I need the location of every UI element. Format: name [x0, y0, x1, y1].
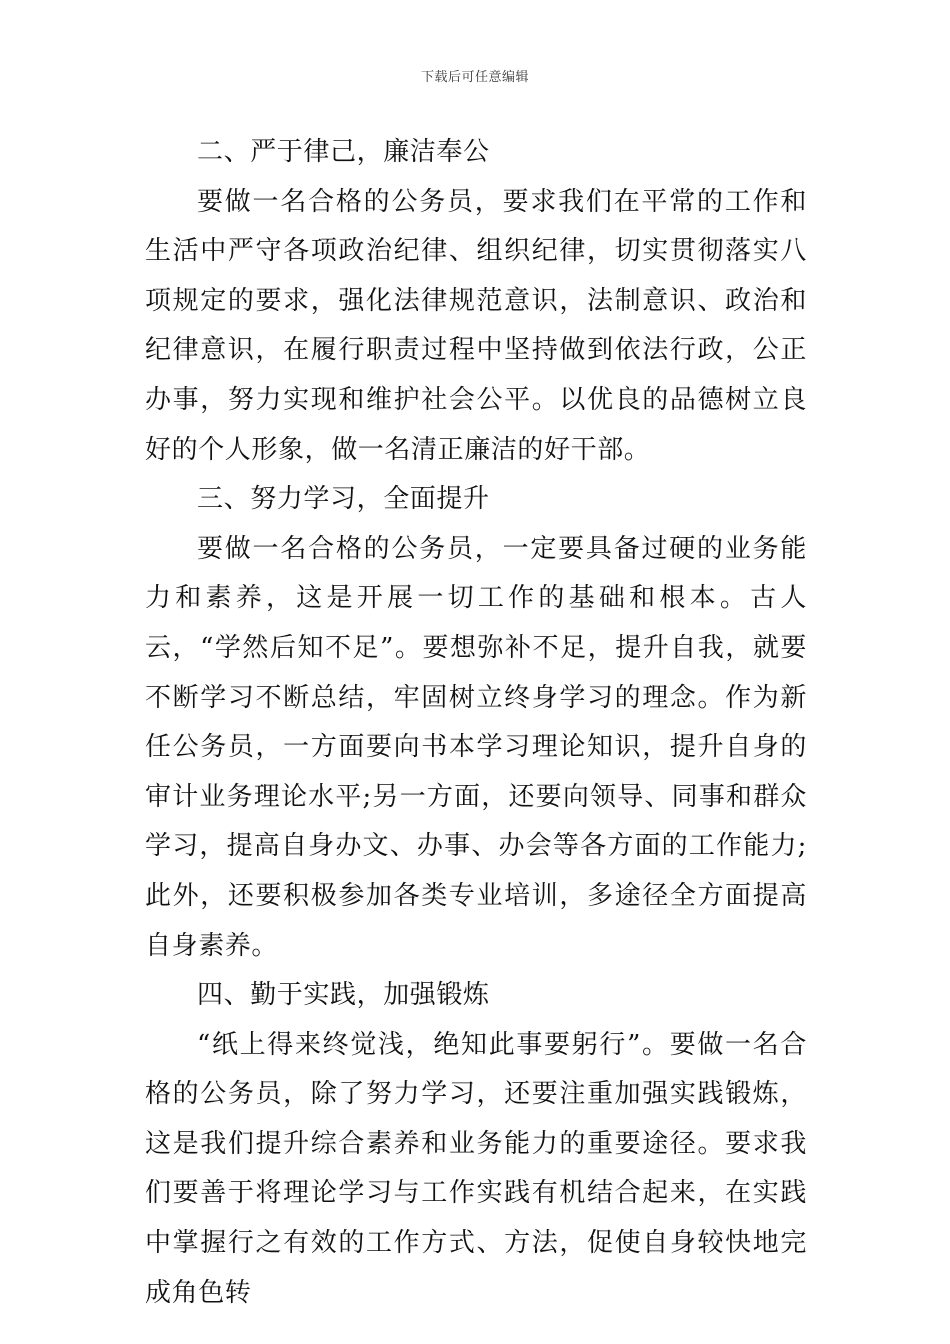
section-paragraph-2: 要做一名合格的公务员，要求我们在平常的工作和生活中严守各项政治纪律、组织纪律，切实贯彻落实八项规定的要求，强化法律规范意识，法制意识、政治和纪律意识，在履行职责过程中坚持做到依法行政，公正办事，努力实现和维护社会公平。以优良的品德树立良好的个人形象，做一名清正廉洁的好干部。: [145, 186, 807, 465]
section-heading-4: 四、勤于实践，加强锻炼: [197, 980, 490, 1011]
document-body: [145, 128, 807, 1318]
section-paragraph-4: “纸上得来终觉浅，绝知此事要躬行”。要做一名合格的公务员，除了努力学习，还要注重加强实践锻炼，这是我们提升综合素养和业务能力的重要途径。要求我们要善于将理论学习与工作实践有机结合起来，在实践中掌握行之有效的工作方式、方法，促使自身较快地完成角色转: [145, 1029, 807, 1308]
section-heading-2: 二、严于律己，廉洁奉公: [197, 137, 490, 167]
section-paragraph-3: 要做一名合格的公务员，一定要具备过硬的业务能力和素养，这是开展一切工作的基础和根本。古人云，“学然后知不足”。要想弥补不足，提升自我，就要不断学习不断总结，牢固树立终身学习的理念。作为新任公务员，一方面要向书本学习理论知识，提升自身的审计业务理论水平;另一方面，还要向领导、同事和群众学习，提高自身办文、办事、办会等各方面的工作能力;此外，还要积极参加各类专业培训，多途径全方面提高自身素养。: [145, 533, 807, 961]
section-heading-3: 三、努力学习，全面提升: [197, 484, 490, 515]
page-header: 下载后可任意编辑: [420, 70, 529, 85]
